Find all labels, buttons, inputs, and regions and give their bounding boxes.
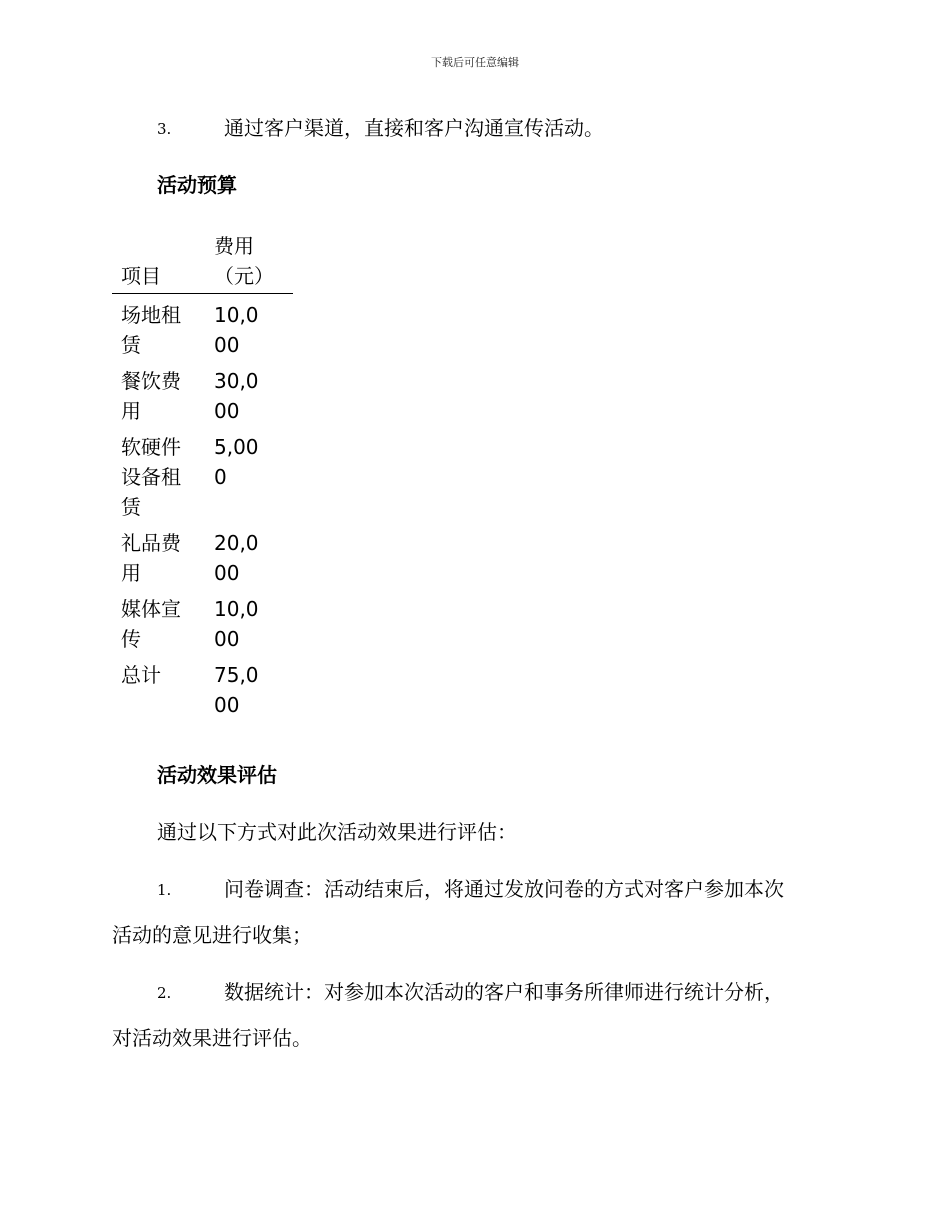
- cell-item: 场地租赁: [121, 303, 181, 357]
- column-header-item: 项目: [121, 264, 161, 288]
- list-item-text: 数据统计：对参加本次活动的客户和事务所律师进行统计分析，: [224, 980, 784, 1004]
- table-row: [112, 590, 293, 656]
- cell-cost: 10,000: [214, 597, 259, 651]
- table-row-total: [112, 656, 293, 722]
- list-number: 3.: [157, 120, 172, 138]
- list-item-text: 通过客户渠道，直接和客户沟通宣传活动。: [224, 116, 604, 140]
- budget-table: [112, 231, 293, 722]
- table-row: [112, 294, 293, 363]
- table-row: [112, 428, 293, 524]
- cell-item: 软硬件设备租赁: [121, 435, 181, 519]
- table-row: [112, 524, 293, 590]
- cell-item: 礼品费用: [121, 531, 181, 585]
- cell-cost: 10,000: [214, 303, 259, 357]
- page-header: 下载后可任意编辑: [431, 56, 519, 69]
- table-row: [112, 362, 293, 428]
- cell-item: 餐饮费用: [121, 369, 181, 423]
- column-header-cost: 费用（元）: [214, 234, 274, 288]
- budget-heading: 活动预算: [157, 173, 237, 197]
- cell-item: 媒体宣传: [121, 597, 181, 651]
- list-number: 1.: [157, 881, 172, 899]
- cell-cost: 5,000: [214, 435, 259, 489]
- table-header-row: [112, 231, 293, 294]
- list-item-text: 问卷调查：活动结束后，将通过发放问卷的方式对客户参加本次: [224, 877, 784, 901]
- list-item-text-cont: 活动的意见进行收集；: [112, 923, 312, 947]
- cell-item: 总计: [121, 663, 161, 687]
- evaluation-heading: 活动效果评估: [157, 763, 277, 787]
- list-item-text-cont: 对活动效果进行评估。: [112, 1026, 312, 1050]
- list-number: 2.: [157, 984, 172, 1002]
- cell-cost: 75,000: [214, 663, 259, 717]
- evaluation-intro: 通过以下方式对此次活动效果进行评估：: [157, 820, 517, 844]
- cell-cost: 30,000: [214, 369, 259, 423]
- cell-cost: 20,000: [214, 531, 259, 585]
